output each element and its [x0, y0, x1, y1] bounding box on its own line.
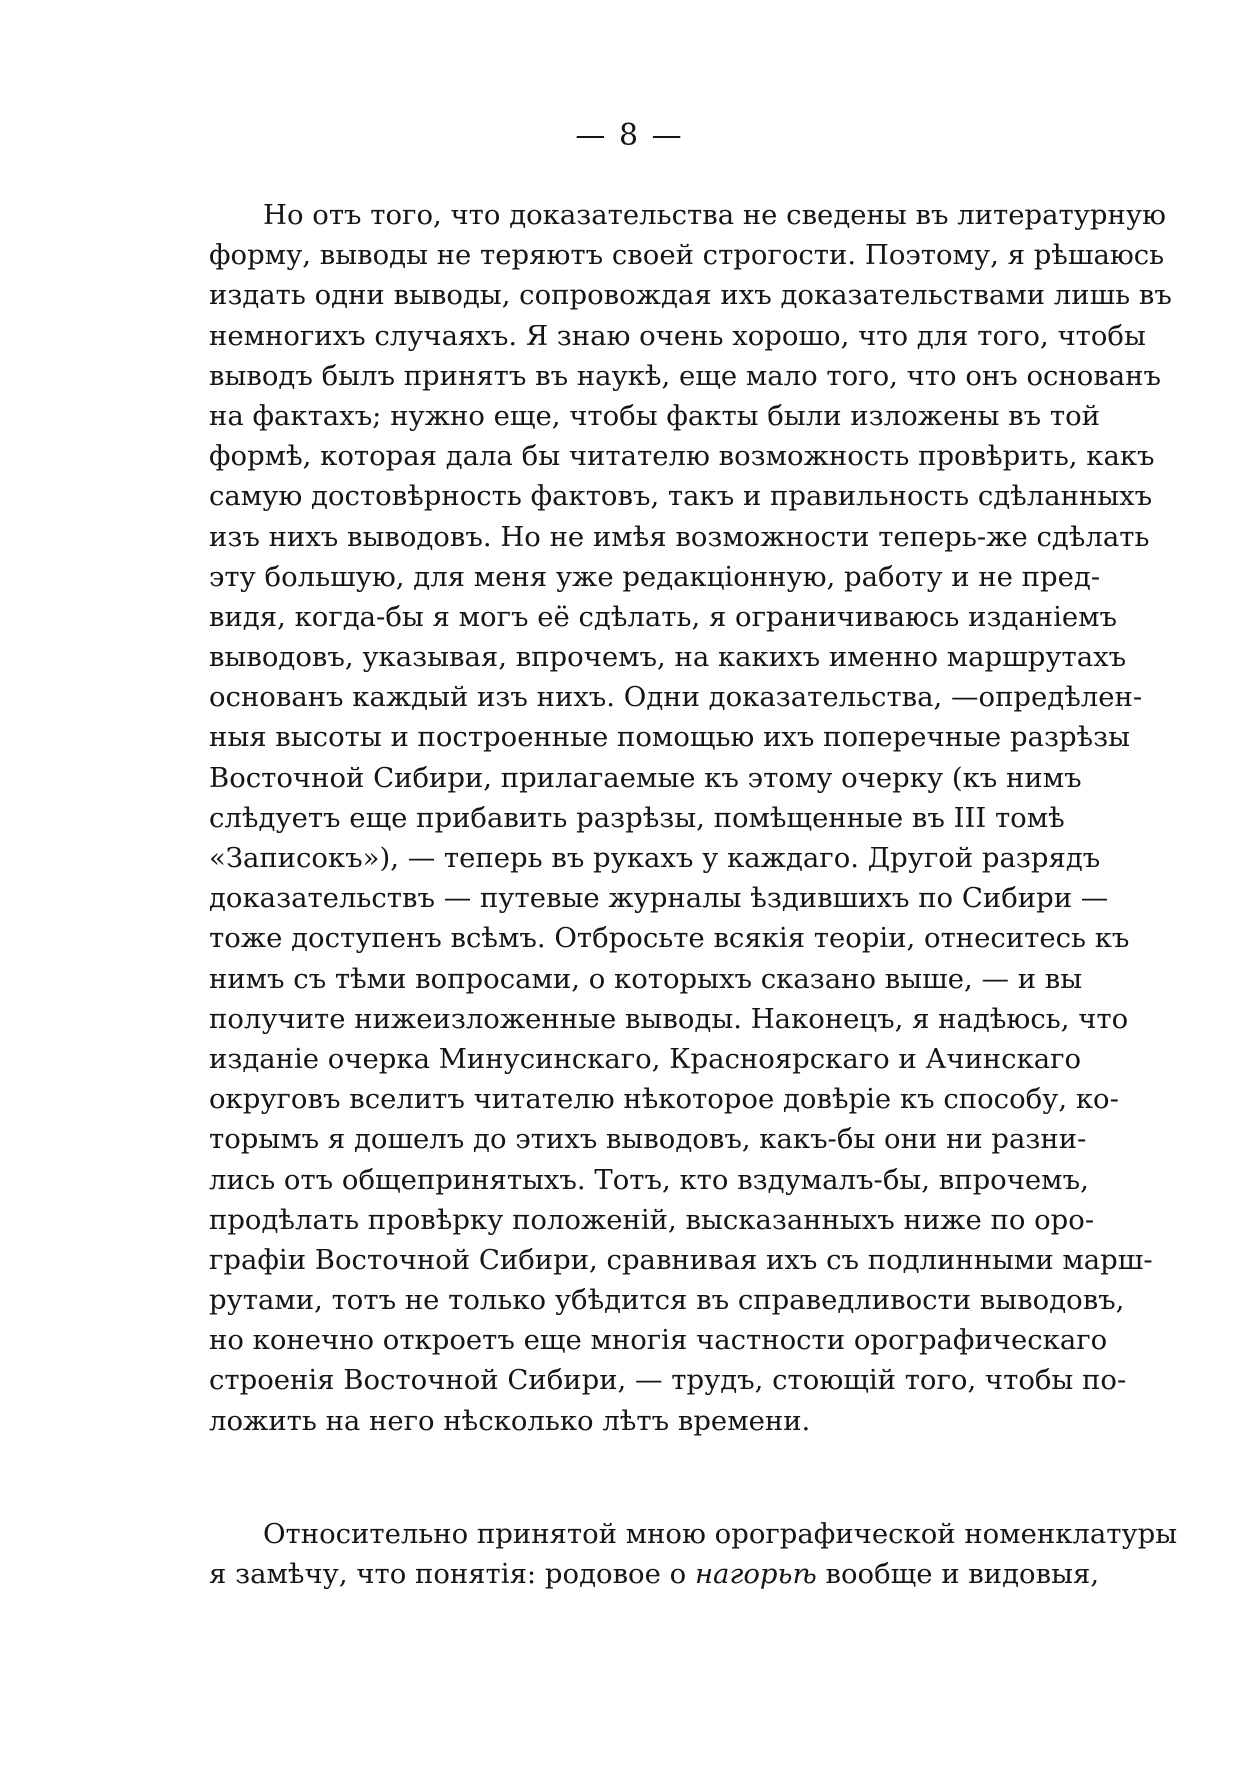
text-line: графіи Восточной Сибири, сравнивая ихъ съ подлинными марш-: [209, 1243, 1153, 1276]
text-line: Но отъ того, что доказательства не сведены въ литературную: [263, 199, 1166, 231]
text-line: на фактахъ; нужно еще, чтобы факты были изложены въ той: [209, 399, 1100, 432]
text-line: Относительно принятой мною орографической номенклатуры: [263, 1518, 1178, 1550]
text-line: строенія Восточной Сибири, — трудъ, стоющій того, чтобы по-: [209, 1364, 1127, 1397]
text-line: рутами, тотъ не только убѣдится въ справедливости выводовъ,: [209, 1284, 1125, 1317]
paragraph-2: [209, 1514, 1178, 1594]
text-line: выводовъ, указывая, впрочемъ, на какихъ именно маршрутахъ: [209, 641, 1127, 674]
text-line: «Записокъ»), — теперь въ рукахъ у каждаго. Другой разрядъ: [209, 842, 1101, 874]
text-line: получите нижеизложенные выводы. Наконецъ, я надѣюсь, что: [209, 1002, 1129, 1035]
text-line: выводъ былъ принятъ въ наукѣ, еще мало того, что онъ основанъ: [209, 359, 1161, 392]
text-line: но конечно откроетъ еще многія частности орографическаго: [209, 1324, 1108, 1357]
text-line: нимъ съ тѣми вопросами, о которыхъ сказано выше, — и вы: [209, 962, 1083, 995]
text-line: [209, 1554, 1100, 1594]
text-line: Восточной Сибири, прилагаемые къ этому очерку (къ нимъ: [209, 761, 1082, 794]
text-line: эту большую, для меня уже редакціонную, работу и не пред-: [209, 560, 1101, 593]
text-line: ложить на него нѣсколько лѣтъ времени.: [209, 1404, 811, 1437]
text-line: округовъ вселитъ читателю нѣкоторое довѣріе къ способу, ко-: [209, 1083, 1119, 1116]
text-line: немногихъ случаяхъ. Я знаю очень хорошо, что для того, чтобы: [209, 319, 1146, 352]
text-line: тоже доступенъ всѣмъ. Отбросьте всякія теоріи, отнеситесь къ: [209, 922, 1130, 955]
text-line: лись отъ общепринятыхъ. Тотъ, кто вздумалъ-бы, впрочемъ,: [209, 1163, 1089, 1196]
text-run: вообще и видовыя,: [816, 1558, 1100, 1591]
text-run: я замѣчу, что понятія: родовое о: [209, 1558, 695, 1591]
text-line: изъ нихъ выводовъ. Но не имѣя возможности теперь-же сдѣлать: [209, 520, 1150, 553]
text-line: основанъ каждый изъ нихъ. Одни доказательства, —опредѣлен-: [209, 681, 1143, 714]
emphasized-term: нагорьѣ: [694, 1558, 817, 1591]
text-line: форму, выводы не теряютъ своей строгости. Поэтому, я рѣшаюсь: [209, 239, 1165, 272]
text-line: доказательствъ — путевые журналы ѣздившихъ по Сибири —: [209, 882, 1109, 915]
page-number: — 8 —: [575, 118, 684, 153]
text-line: продѣлать провѣрку положеній, высказанныхъ ниже по оро-: [209, 1203, 1095, 1236]
text-line: самую достовѣрность фактовъ, такъ и правильность сдѣланныхъ: [209, 480, 1153, 513]
text-line: ныя высоты и построенные помощью ихъ поперечные разрѣзы: [209, 721, 1131, 754]
text-line: изданіе очерка Минусинскаго, Красноярскаго и Ачинскаго: [209, 1042, 1082, 1075]
text-line: видя, когда-бы я могъ её сдѣлать, я ограничиваюсь изданіемъ: [209, 600, 1118, 633]
text-line: слѣдуетъ еще прибавить разрѣзы, помѣщенные въ III томѣ: [209, 801, 1065, 834]
paragraph-1: [209, 195, 1172, 1441]
text-line: торымъ я дошелъ до этихъ выводовъ, какъ-бы они ни разни-: [209, 1123, 1087, 1156]
text-line: издать одни выводы, сопровождая ихъ доказательствами лишь въ: [209, 279, 1172, 312]
text-line: формѣ, которая дала бы читателю возможность провѣрить, какъ: [209, 440, 1155, 473]
